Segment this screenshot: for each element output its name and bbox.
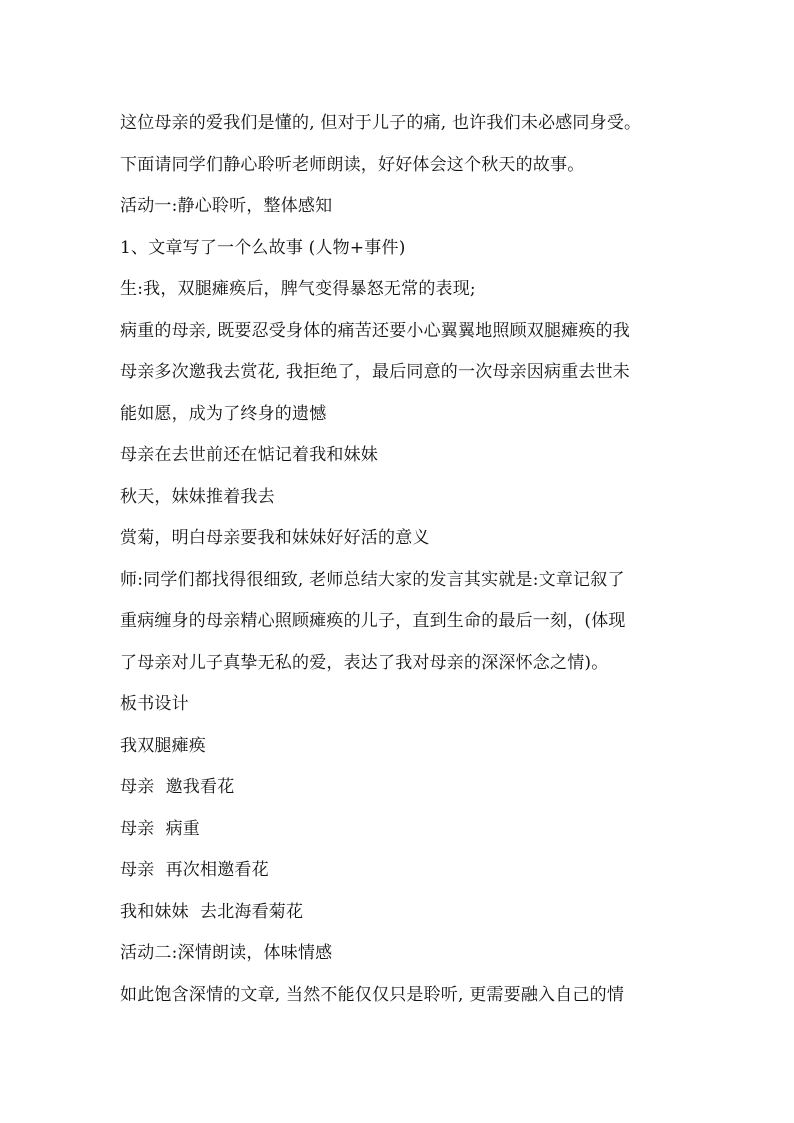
paragraph-line: 师:同学们都找得很细致, 老师总结大家的发言其实就是:文章记叙了	[120, 569, 625, 590]
paragraph-line: 能如愿，成为了终身的遗憾	[120, 403, 327, 424]
paragraph-line: 下面请同学们静心聆听老师朗读，好好体会这个秋天的故事。	[120, 154, 585, 175]
section-heading: 板书设计	[120, 694, 189, 714]
paragraph-line: 秋天，妹妹推着我去	[120, 486, 275, 507]
paragraph-line: 母亲在去世前还在惦记着我和妹妹	[120, 445, 378, 465]
board-outline-item: 母亲 病重	[120, 818, 201, 839]
question-line: 1、文章写了一个么故事 (人物+事件)	[120, 237, 406, 258]
paragraph-line: 赏菊，明白母亲要我和妹妹好好活的意义	[120, 528, 430, 548]
paragraph-line: 重病缠身的母亲精心照顾瘫痪的儿子，直到生命的最后一刻，(体现	[120, 611, 626, 631]
paragraph-line: 这位母亲的爱我们是懂的, 但对于儿子的痛, 也许我们未必感同身受。	[120, 113, 642, 133]
paragraph-line: 生:我，双腿瘫痪后，脾气变得暴怒无常的表现;	[120, 279, 476, 299]
paragraph-line: 如此饱含深情的文章, 当然不能仅仅只是聆听, 更需要融入自己的情	[120, 984, 625, 1005]
board-outline-item: 我双腿瘫痪	[120, 735, 206, 756]
section-heading: 活动一:静心聆听，整体感知	[120, 196, 333, 216]
paragraph-line: 病重的母亲, 既要忍受身体的痛苦还要小心翼翼地照顾双腿瘫痪的我	[120, 320, 631, 341]
document-body	[120, 103, 680, 1016]
board-outline-item: 我和妹妹 去北海看菊花	[120, 901, 304, 922]
section-heading: 活动二:深情朗读，体味情感	[120, 943, 333, 963]
paragraph-line: 了母亲对儿子真挚无私的爱，表达了我对母亲的深深怀念之情)。	[120, 652, 609, 673]
paragraph-line: 母亲多次邀我去赏花, 我拒绝了，最后同意的一次母亲因病重去世未	[120, 362, 631, 382]
board-outline-item: 母亲 邀我看花	[120, 777, 235, 797]
board-outline-item: 母亲 再次相邀看花	[120, 860, 269, 880]
